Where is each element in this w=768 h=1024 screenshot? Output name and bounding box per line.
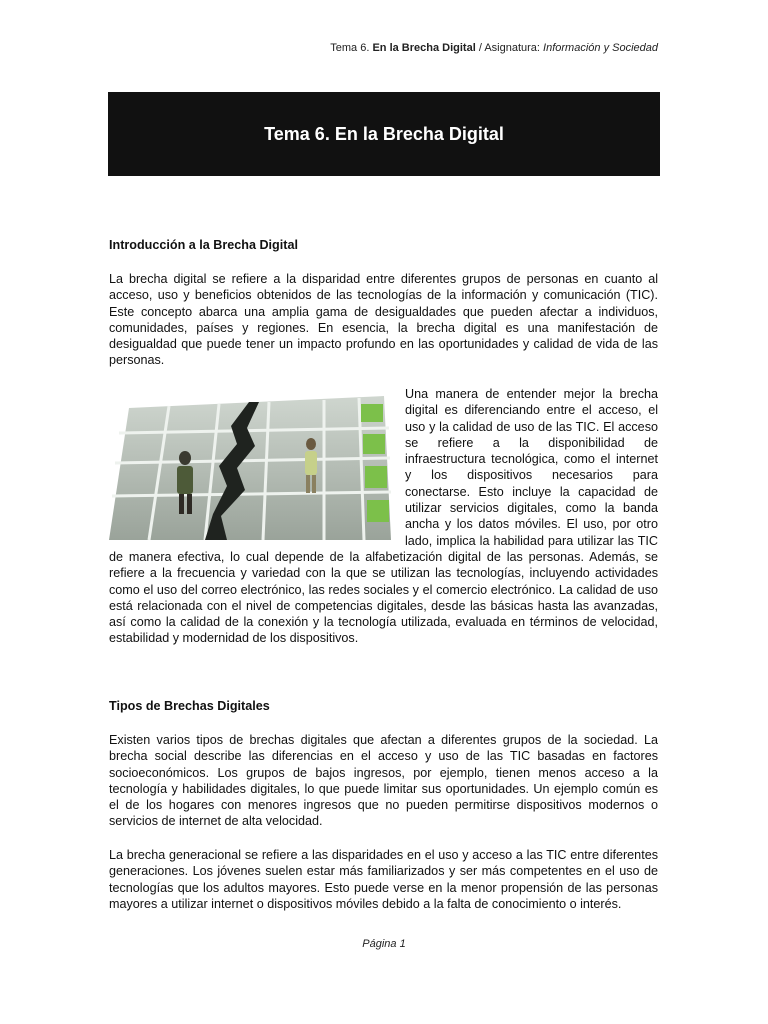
running-header — [330, 42, 658, 54]
types-paragraph-1-block — [109, 732, 658, 830]
types-paragraph-1: Existen varios tipos de brechas digitales que afectan a diferentes grupos de la sociedad. La brecha social describe las diferencias en el acceso y uso de las TIC basadas en factores socioeconómicos. Los grupos de bajos ingresos, por ejemplo, tienen menos acceso a la tecnología y habilidades digitales, lo que puede limitar sus oportunidades. Un ejemplo común es el de los hogares con menores ingresos que no pueden permitirse dispositivos modernos o servicios de internet de alta velocidad. — [109, 733, 658, 829]
keyboard-gap-image — [109, 388, 391, 540]
title-band — [108, 92, 660, 176]
types-paragraph-2: La brecha generacional se refiere a las disparidades en el uso y acceso a las TIC entre diferentes generaciones. Los jóvenes suelen estar más familiarizados y ser más competentes en el uso de tecnologías que los adultos mayores. Esto puede verse en la menor propensión de las personas mayores a utilizar internet o dispositivos móviles debido a la falta de conocimiento o interés. — [109, 848, 658, 911]
digital-divide-illustration — [109, 388, 391, 540]
header-subject: Información y Sociedad — [543, 42, 658, 54]
header-topic: En la Brecha Digital — [372, 42, 476, 54]
intro-heading: Introducción a la Brecha Digital — [109, 238, 298, 252]
header-separator: / Asignatura: — [478, 42, 540, 54]
intro-paragraph-2: Una manera de entender mejor la brecha digital es diferenciando entre el acceso, el uso y la calidad de uso de las TIC. El acceso se refiere a la disponibilidad de infraestructura tecnológica, como el internet y los dispositivos necesarios para conectarse. Esto incluye la capacidad de utilizar servicios digitales, como la banda ancha y los datos móviles. El uso, por otro lado, implica la habilidad para utilizar las TIC de manera efectiva, lo cual depende de la alfabetización digital de las personas. Además, se refiere a la frecuencia y variedad con la que se utilizan las tecnologías, incluyendo actividades como el uso del correo electrónico, las redes sociales y el comercio electrónico. La calidad de uso está relacionada con el nivel de competencias digitales, desde las básicas hasta las avanzadas, así como la calidad de la conexión y la tecnología utilizada, evaluada en términos de velocidad, estabilidad y modernidad de los dispositivos. — [109, 387, 658, 646]
intro-paragraph-2-block — [109, 386, 658, 647]
intro-paragraph-1-block — [109, 271, 658, 369]
types-heading: Tipos de Brechas Digitales — [109, 699, 270, 713]
section-types-heading — [109, 698, 658, 714]
intro-paragraph-1: La brecha digital se refiere a la disparidad entre diferentes grupos de personas en cuanto al acceso, uso y beneficios obtenidos de las tecnologías de la información y comunicación (TIC). Este concepto abarca una amplia gama de desigualdades que pueden afectar a individuos, comunidades, países y regiones. En esencia, la brecha digital es una manifestación de desigualdad que puede tener un impacto profundo en las oportunidades y calidad de vida de las personas. — [109, 272, 658, 368]
header-prefix: Tema 6. — [330, 42, 370, 54]
section-intro-heading — [109, 237, 658, 253]
types-paragraph-2-block — [109, 847, 658, 912]
page-number: Página 1 — [362, 938, 406, 950]
document-title: Tema 6. En la Brecha Digital — [264, 123, 504, 144]
